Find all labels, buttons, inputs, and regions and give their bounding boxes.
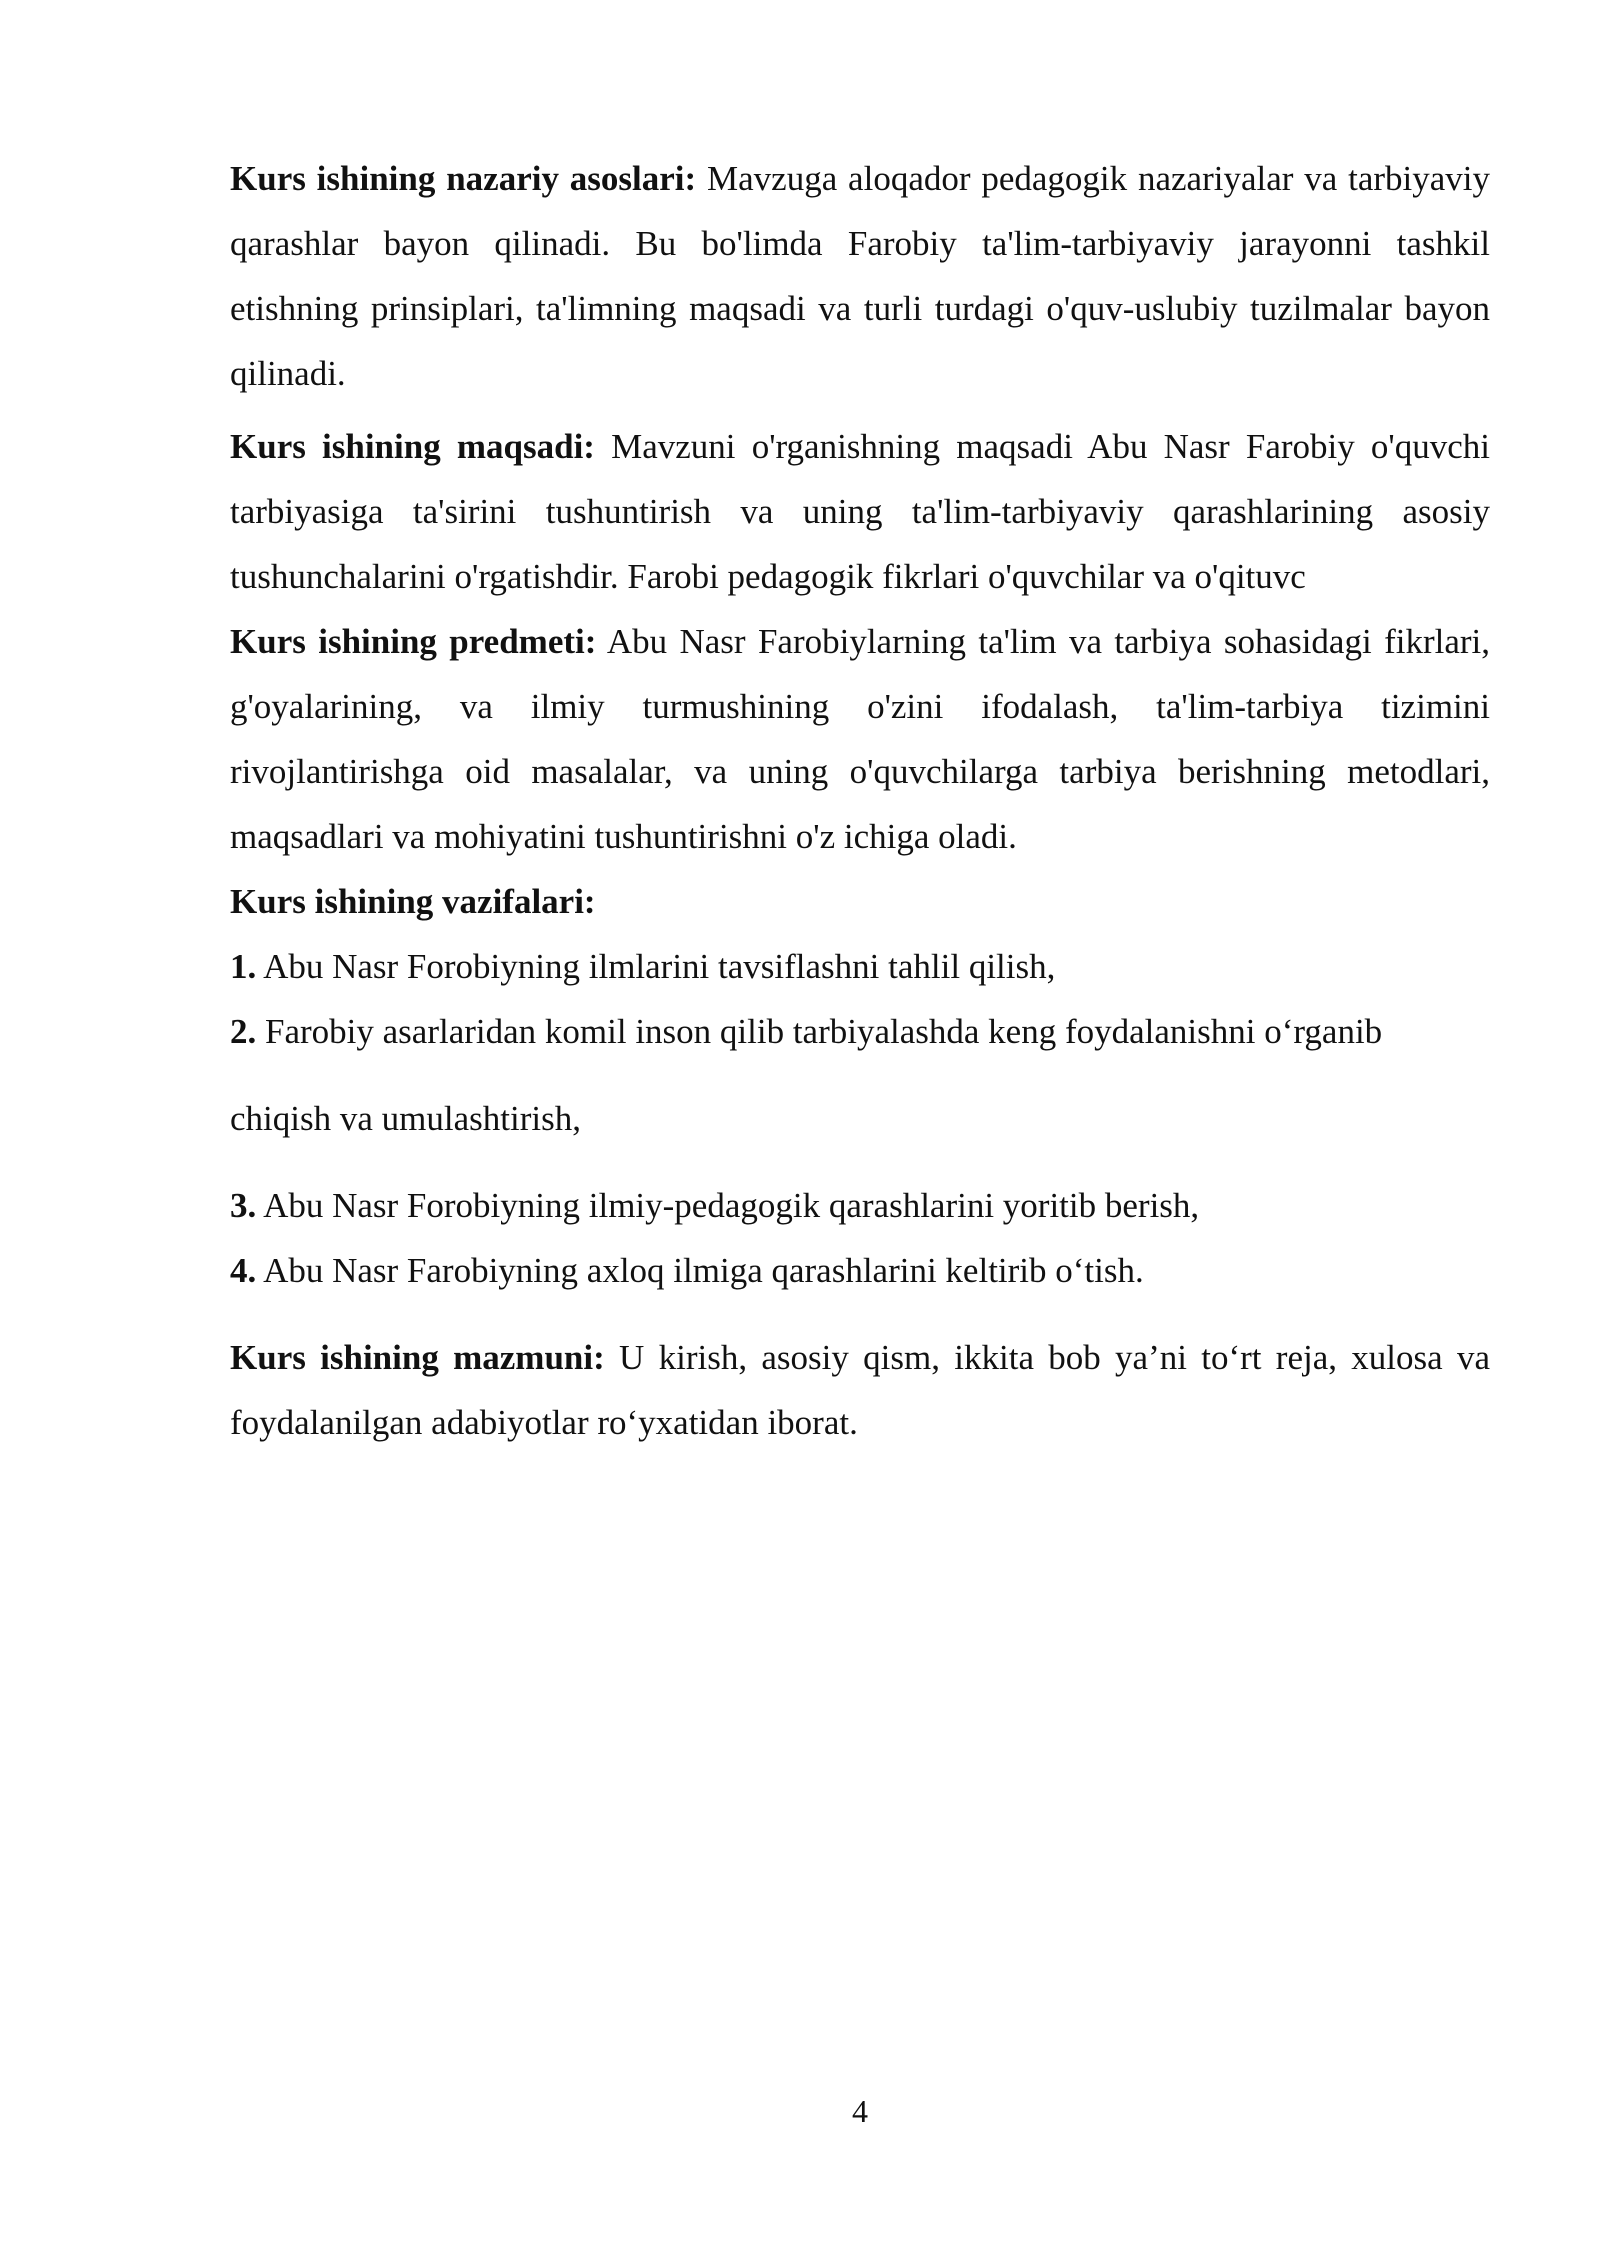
vazifalari-item-number: 1.: [230, 947, 257, 986]
mazmuni-paragraph: [230, 1325, 1490, 1455]
vazifalari-item: [230, 999, 1490, 1064]
vazifalari-item-text: Abu Nasr Farobiyning axloq ilmiga qarashlarini keltirib o‘tish.: [256, 1251, 1144, 1290]
vazifalari-item-text: Farobiy asarlaridan komil inson qilib tarbiyalashda keng foydalanishni o‘rganib: [256, 1012, 1383, 1051]
predmeti-paragraph: [230, 609, 1490, 869]
maqsadi-paragraph: [230, 414, 1490, 609]
vazifalari-item-number: 3.: [230, 1186, 257, 1225]
vazifalari-item: [230, 934, 1490, 999]
vazifalari-heading: Kurs ishining vazifalari:: [230, 882, 596, 921]
vazifalari-item-continuation: chiqish va umulashtirish,: [230, 1099, 581, 1138]
page-number: 4: [852, 2093, 868, 2129]
predmeti-text: Abu Nasr Farobiylarning ta'lim va tarbiya sohasidagi fikrlari, g'oyalarining, va ilmiy turmushining o'zini ifodalash, ta'lim-tarbiya tizimini rivojlantirishga oid masalalar, va uning o'quvchilarga tarbiya berishning metodlari, maqsadlari va mohiyatini tushuntirishni o'z ichiga oladi.: [230, 622, 1490, 856]
maqsadi-text: Mavzuni o'rganishning maqsadi Abu Nasr Farobiy o'quvchi tarbiyasiga ta'sirini tushuntirish va uning ta'lim-tarbiyaviy qarashlarining asosiy tushunchalarini o'rgatishdir. Farobi pedagogik fikrlari o'quvchilar va o'qituvc: [230, 427, 1490, 596]
vazifalari-item-text: Abu Nasr Forobiyning ilmlarini tavsiflashni tahlil qilish,: [256, 947, 1056, 986]
mazmuni-text: U kirish, asosiy qism, ikkita bob ya’ni to‘rt reja, xulosa va foydalanilgan adabiyotlar ro‘yxatidan iborat.: [230, 1338, 1490, 1442]
nazariy-asoslari-heading: Kurs ishining nazariy asoslari:: [230, 159, 697, 198]
nazariy-asoslari-text: Mavzuga aloqador pedagogik nazariyalar va tarbiyaviy qarashlar bayon qilinadi. Bu bo'limda Farobiy ta'lim-tarbiyaviy jarayonni tashkil etishning prinsiplari, ta'limning maqsadi va turli turdagi o'quv-uslubiy tuzilmalar bayon qilinadi.: [230, 159, 1490, 393]
document-body: [230, 146, 1490, 1455]
vazifalari-item: [230, 1173, 1490, 1238]
mazmuni-heading: Kurs ishining mazmuni:: [230, 1338, 605, 1377]
vazifalari-item: [230, 1238, 1490, 1303]
vazifalari-heading-line: [230, 869, 1490, 934]
vazifalari-item-number: 2.: [230, 1012, 257, 1051]
maqsadi-heading: Kurs ishining maqsadi:: [230, 427, 595, 466]
nazariy-asoslari-paragraph: [230, 146, 1490, 406]
predmeti-heading: Kurs ishining predmeti:: [230, 622, 597, 661]
vazifalari-item-text: Abu Nasr Forobiyning ilmiy-pedagogik qarashlarini yoritib berish,: [256, 1186, 1200, 1225]
vazifalari-item-number: 4.: [230, 1251, 257, 1290]
